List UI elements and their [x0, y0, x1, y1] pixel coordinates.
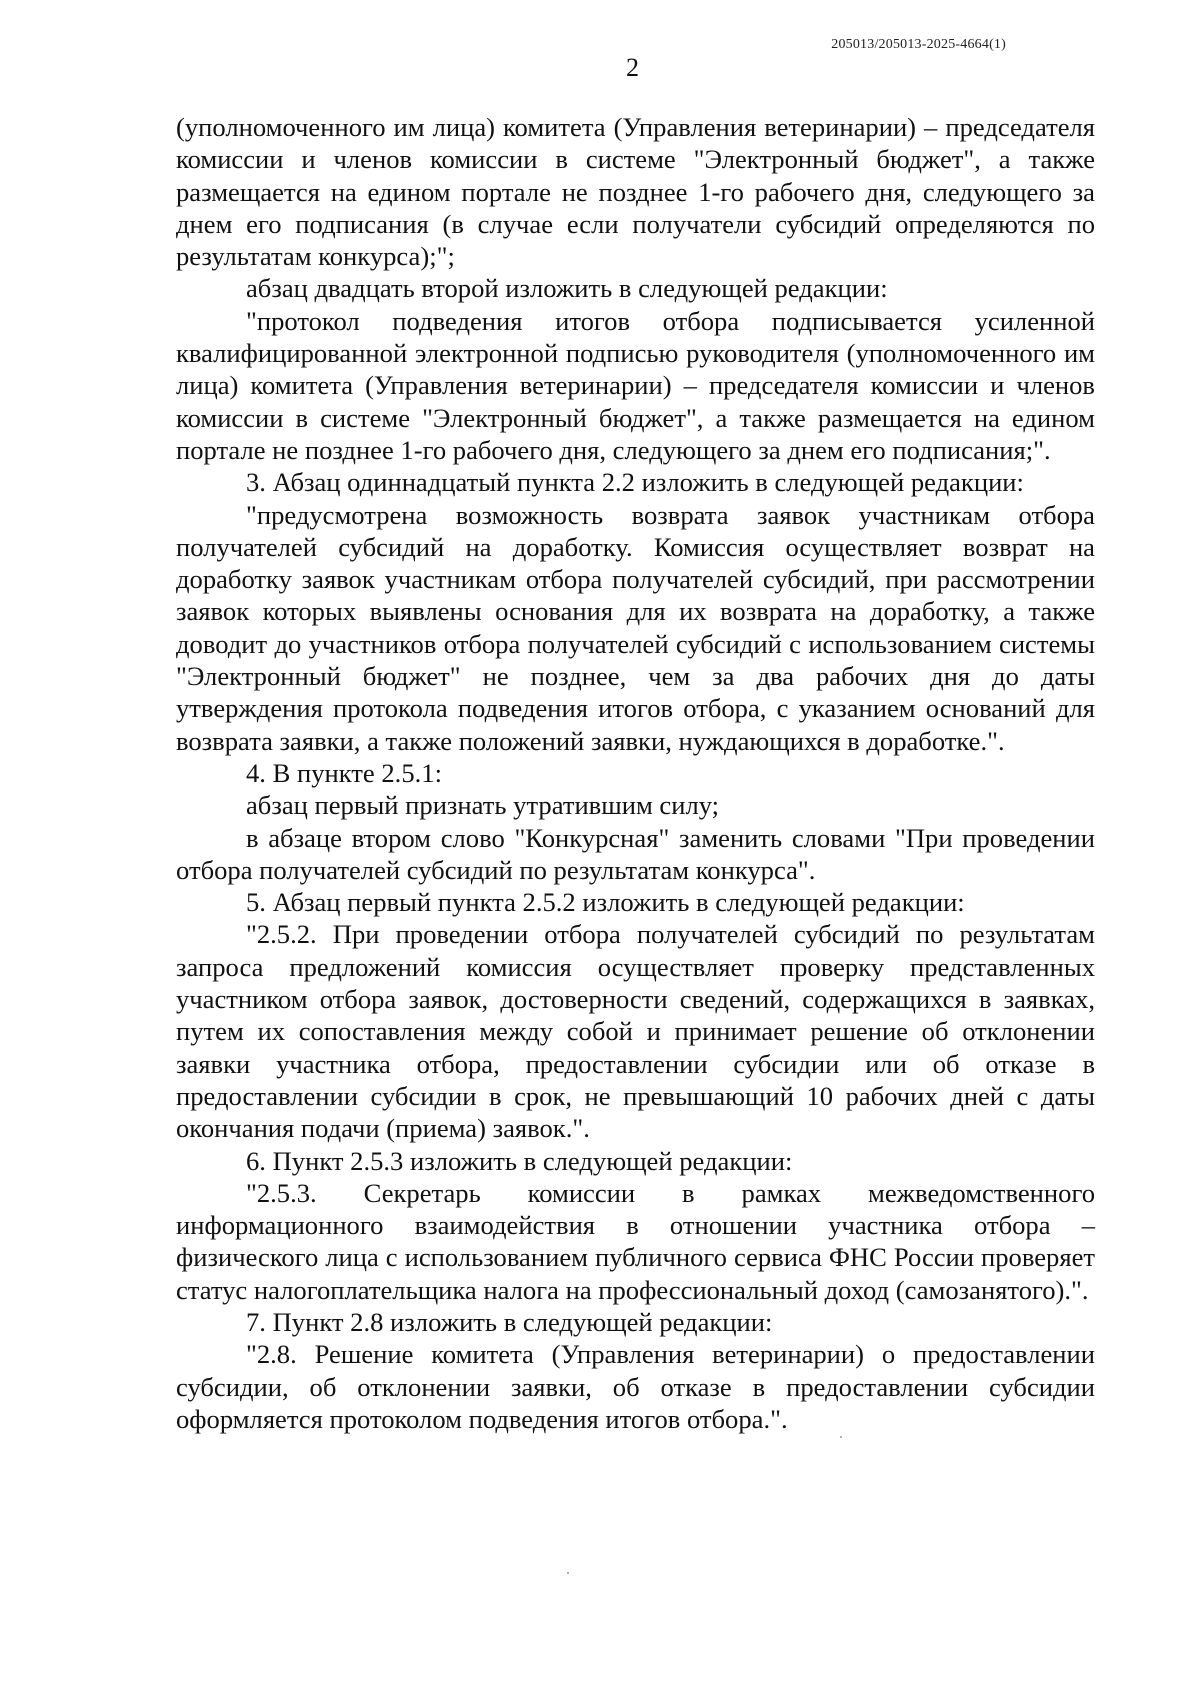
paragraph: абзац двадцать второй изложить в следующей редакции:	[246, 273, 888, 304]
page-number: 2	[626, 53, 639, 82]
paragraph: "2.5.2. При проведении отбора получателей субсидий по результатам запроса предложений комиссия осуществляет проверку представленных участником отбора заявок, достоверности сведений, содержащихся в заявках, путем их сопоставления между собой и принимает решение об отклонении заявки участника отбора, предоставлении субсидии или об отказе в предоставлении субсидии в срок, не превышающий 10 рабочих дней с даты окончания подачи (приема) заявок.".	[176, 919, 1095, 1144]
paragraph: "2.5.3. Секретарь комиссии в рамках межведомственного информационного взаимодействия в отношении участника отбора – физического лица с использованием публичного сервиса ФНС России проверяет статус налогоплательщика налога на профессиональный доход (самозанятого).".	[176, 1177, 1095, 1305]
paragraph: "протокол подведения итогов отбора подписывается усиленной квалифицированной электронной подписью руководителя (уполномоченного им лица) комитета (Управления ветеринарии) – председателя комиссии и членов комиссии в системе "Электронный бюджет", а также размещается на едином портале не позднее 1-го рабочего дня, следующего за днем его подписания;".	[176, 305, 1095, 465]
document-body	[176, 111, 1095, 1435]
paragraph: 3. Абзац одиннадцатый пункта 2.2 изложить в следующей редакции:	[246, 467, 1024, 498]
paragraph: 6. Пункт 2.5.3 изложить в следующей редакции:	[246, 1145, 793, 1176]
document-id: 205013/205013-2025-4664(1)	[831, 37, 1006, 52]
paragraph: (уполномоченного им лица) комитета (Управления ветеринарии) – председателя комиссии и членов комиссии в системе "Электронный бюджет", а также размещается на едином портале не позднее 1-го рабочего дня, следующего за днем его подписания (в случае если получатели субсидий определяются по результатам конкурса);";	[176, 112, 1095, 272]
paragraph: "предусмотрена возможность возврата заявок участникам отбора получателей субсидий на доработку. Комиссия осуществляет возврат на доработку заявок участникам отбора получателей субсидий, при рассмотрении заявок которых выявлены основания для их возврата на доработку, а также доводит до участников отбора получателей субсидий с использованием системы "Электронный бюджет" не позднее, чем за два рабочих дня до даты утверждения протокола подведения итогов отбора, с указанием оснований для возврата заявки, а также положений заявки, нуждающихся в доработке.".	[176, 499, 1095, 756]
scan-artifact	[567, 1572, 569, 1574]
paragraph: в абзаце втором слово "Конкурсная" заменить словами "При проведении отбора получателей субсидий по результатам конкурса".	[176, 822, 1095, 885]
paragraph: абзац первый признать утратившим силу;	[246, 790, 720, 821]
paragraph: "2.8. Решение комитета (Управления ветеринарии) о предоставлении субсидии, об отклонении заявки, об отказе в предоставлении субсидии оформляется протоколом подведения итогов отбора.".	[176, 1339, 1095, 1434]
scan-artifact	[840, 1436, 842, 1438]
paragraph: 5. Абзац первый пункта 2.5.2 изложить в следующей редакции:	[246, 887, 965, 918]
paragraph: 7. Пункт 2.8 изложить в следующей редакции:	[246, 1306, 773, 1337]
paragraph: 4. В пункте 2.5.1:	[246, 757, 442, 788]
